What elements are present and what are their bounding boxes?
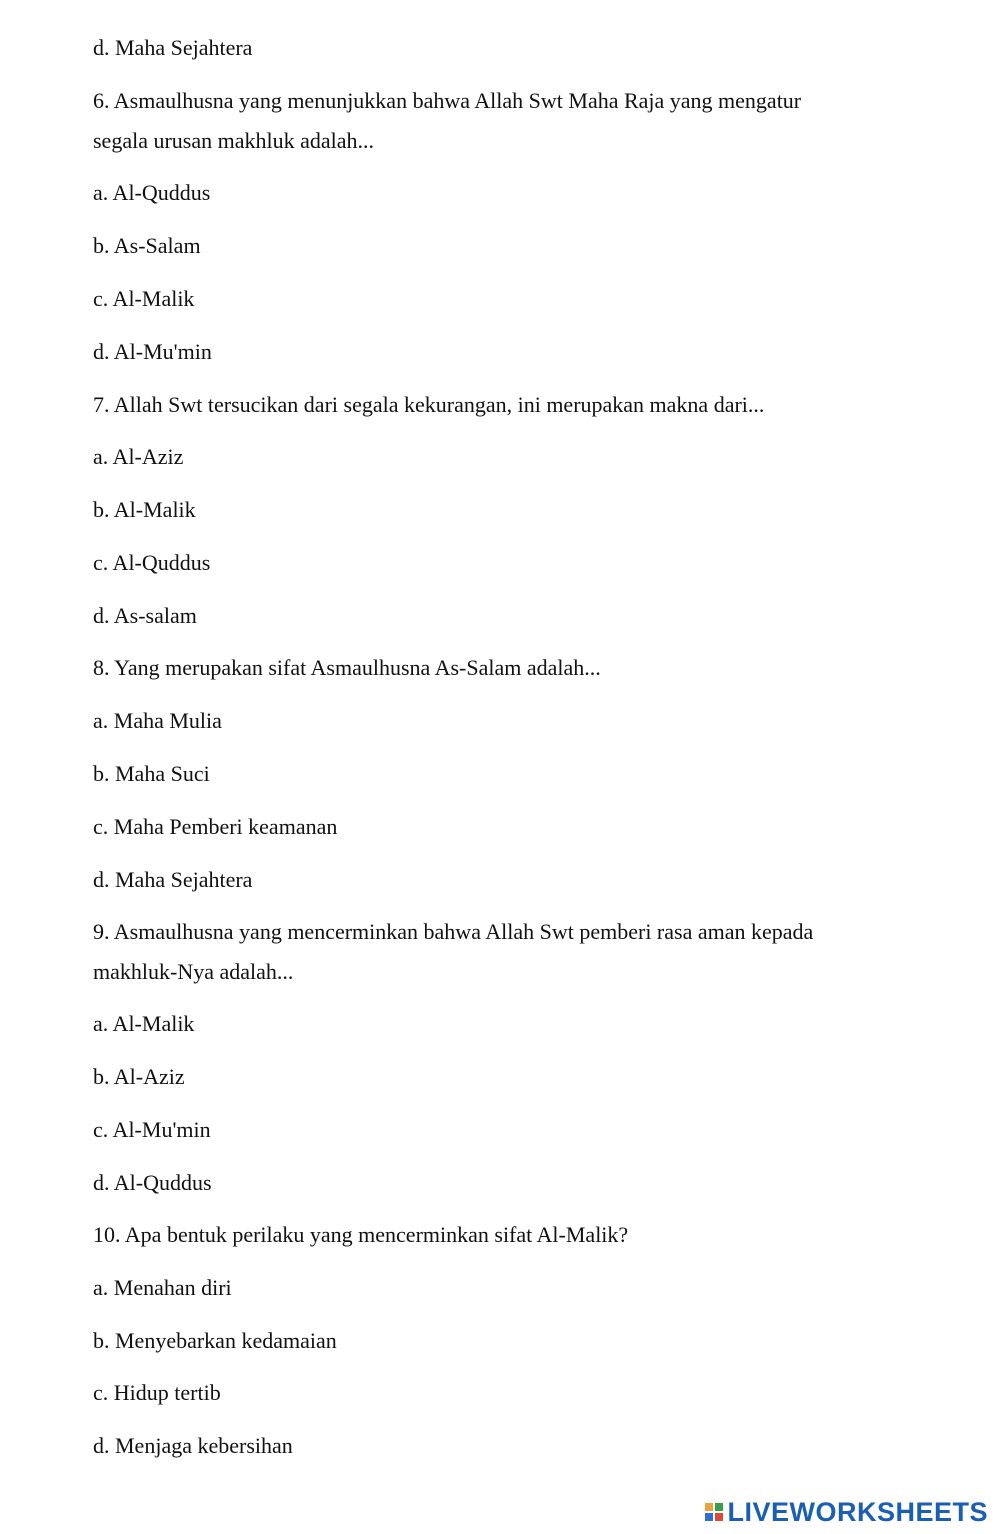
question-9-text-line-1: 9. Asmaulhusna yang mencerminkan bahwa Allah Swt pemberi rasa aman kepada <box>93 919 814 944</box>
logo-block-4 <box>715 1513 723 1521</box>
question-6-text-line-1: 6. Asmaulhusna yang menunjukkan bahwa Allah Swt Maha Raja yang mengatur <box>93 88 802 113</box>
previous-option-d: d. Maha Sejahtera <box>93 35 253 60</box>
question-10-option-d: d. Menjaga kebersihan <box>93 1433 293 1458</box>
question-8-option-d: d. Maha Sejahtera <box>93 867 253 892</box>
question-9-option-a: a. Al-Malik <box>93 1011 195 1036</box>
question-8-option-a: a. Maha Mulia <box>93 708 222 733</box>
question-8-text: 8. Yang merupakan sifat Asmaulhusna As-Salam adalah... <box>93 655 601 680</box>
question-9-option-b: b. Al-Aziz <box>93 1064 185 1089</box>
question-7-text: 7. Allah Swt tersucikan dari segala kekurangan, ini merupakan makna dari... <box>93 392 765 417</box>
question-10-option-b: b. Menyebarkan kedamaian <box>93 1328 337 1353</box>
question-7-option-b: b. Al-Malik <box>93 497 196 522</box>
question-10-option-c: c. Hidup tertib <box>93 1380 221 1405</box>
question-9-option-d: d. Al-Quddus <box>93 1170 212 1195</box>
logo-block-3 <box>705 1513 713 1521</box>
question-6-text-line-2: segala urusan makhluk adalah... <box>93 128 375 153</box>
question-10-option-a: a. Menahan diri <box>93 1275 232 1300</box>
question-6-option-d: d. Al-Mu'min <box>93 339 212 364</box>
question-8-option-b: b. Maha Suci <box>93 761 210 786</box>
question-8-option-c: c. Maha Pemberi keamanan <box>93 814 338 839</box>
question-7-option-a: a. Al-Aziz <box>93 444 184 469</box>
question-9-option-c: c. Al-Mu'min <box>93 1117 211 1142</box>
question-7-option-c: c. Al-Quddus <box>93 550 211 575</box>
liveworksheets-wordmark: LIVEWORKSHEETS <box>727 1496 988 1527</box>
question-9-text-line-2: makhluk-Nya adalah... <box>93 959 294 984</box>
liveworksheets-logo <box>705 1498 988 1526</box>
question-7-option-d: d. As-salam <box>93 603 197 628</box>
question-6-option-b: b. As-Salam <box>93 233 201 258</box>
logo-block-1 <box>705 1503 713 1511</box>
question-6-option-a: a. Al-Quddus <box>93 180 211 205</box>
question-6-option-c: c. Al-Malik <box>93 286 195 311</box>
liveworksheets-blocks-icon <box>705 1503 723 1521</box>
question-10-text: 10. Apa bentuk perilaku yang mencerminkan sifat Al-Malik? <box>93 1222 629 1247</box>
logo-block-2 <box>715 1503 723 1511</box>
